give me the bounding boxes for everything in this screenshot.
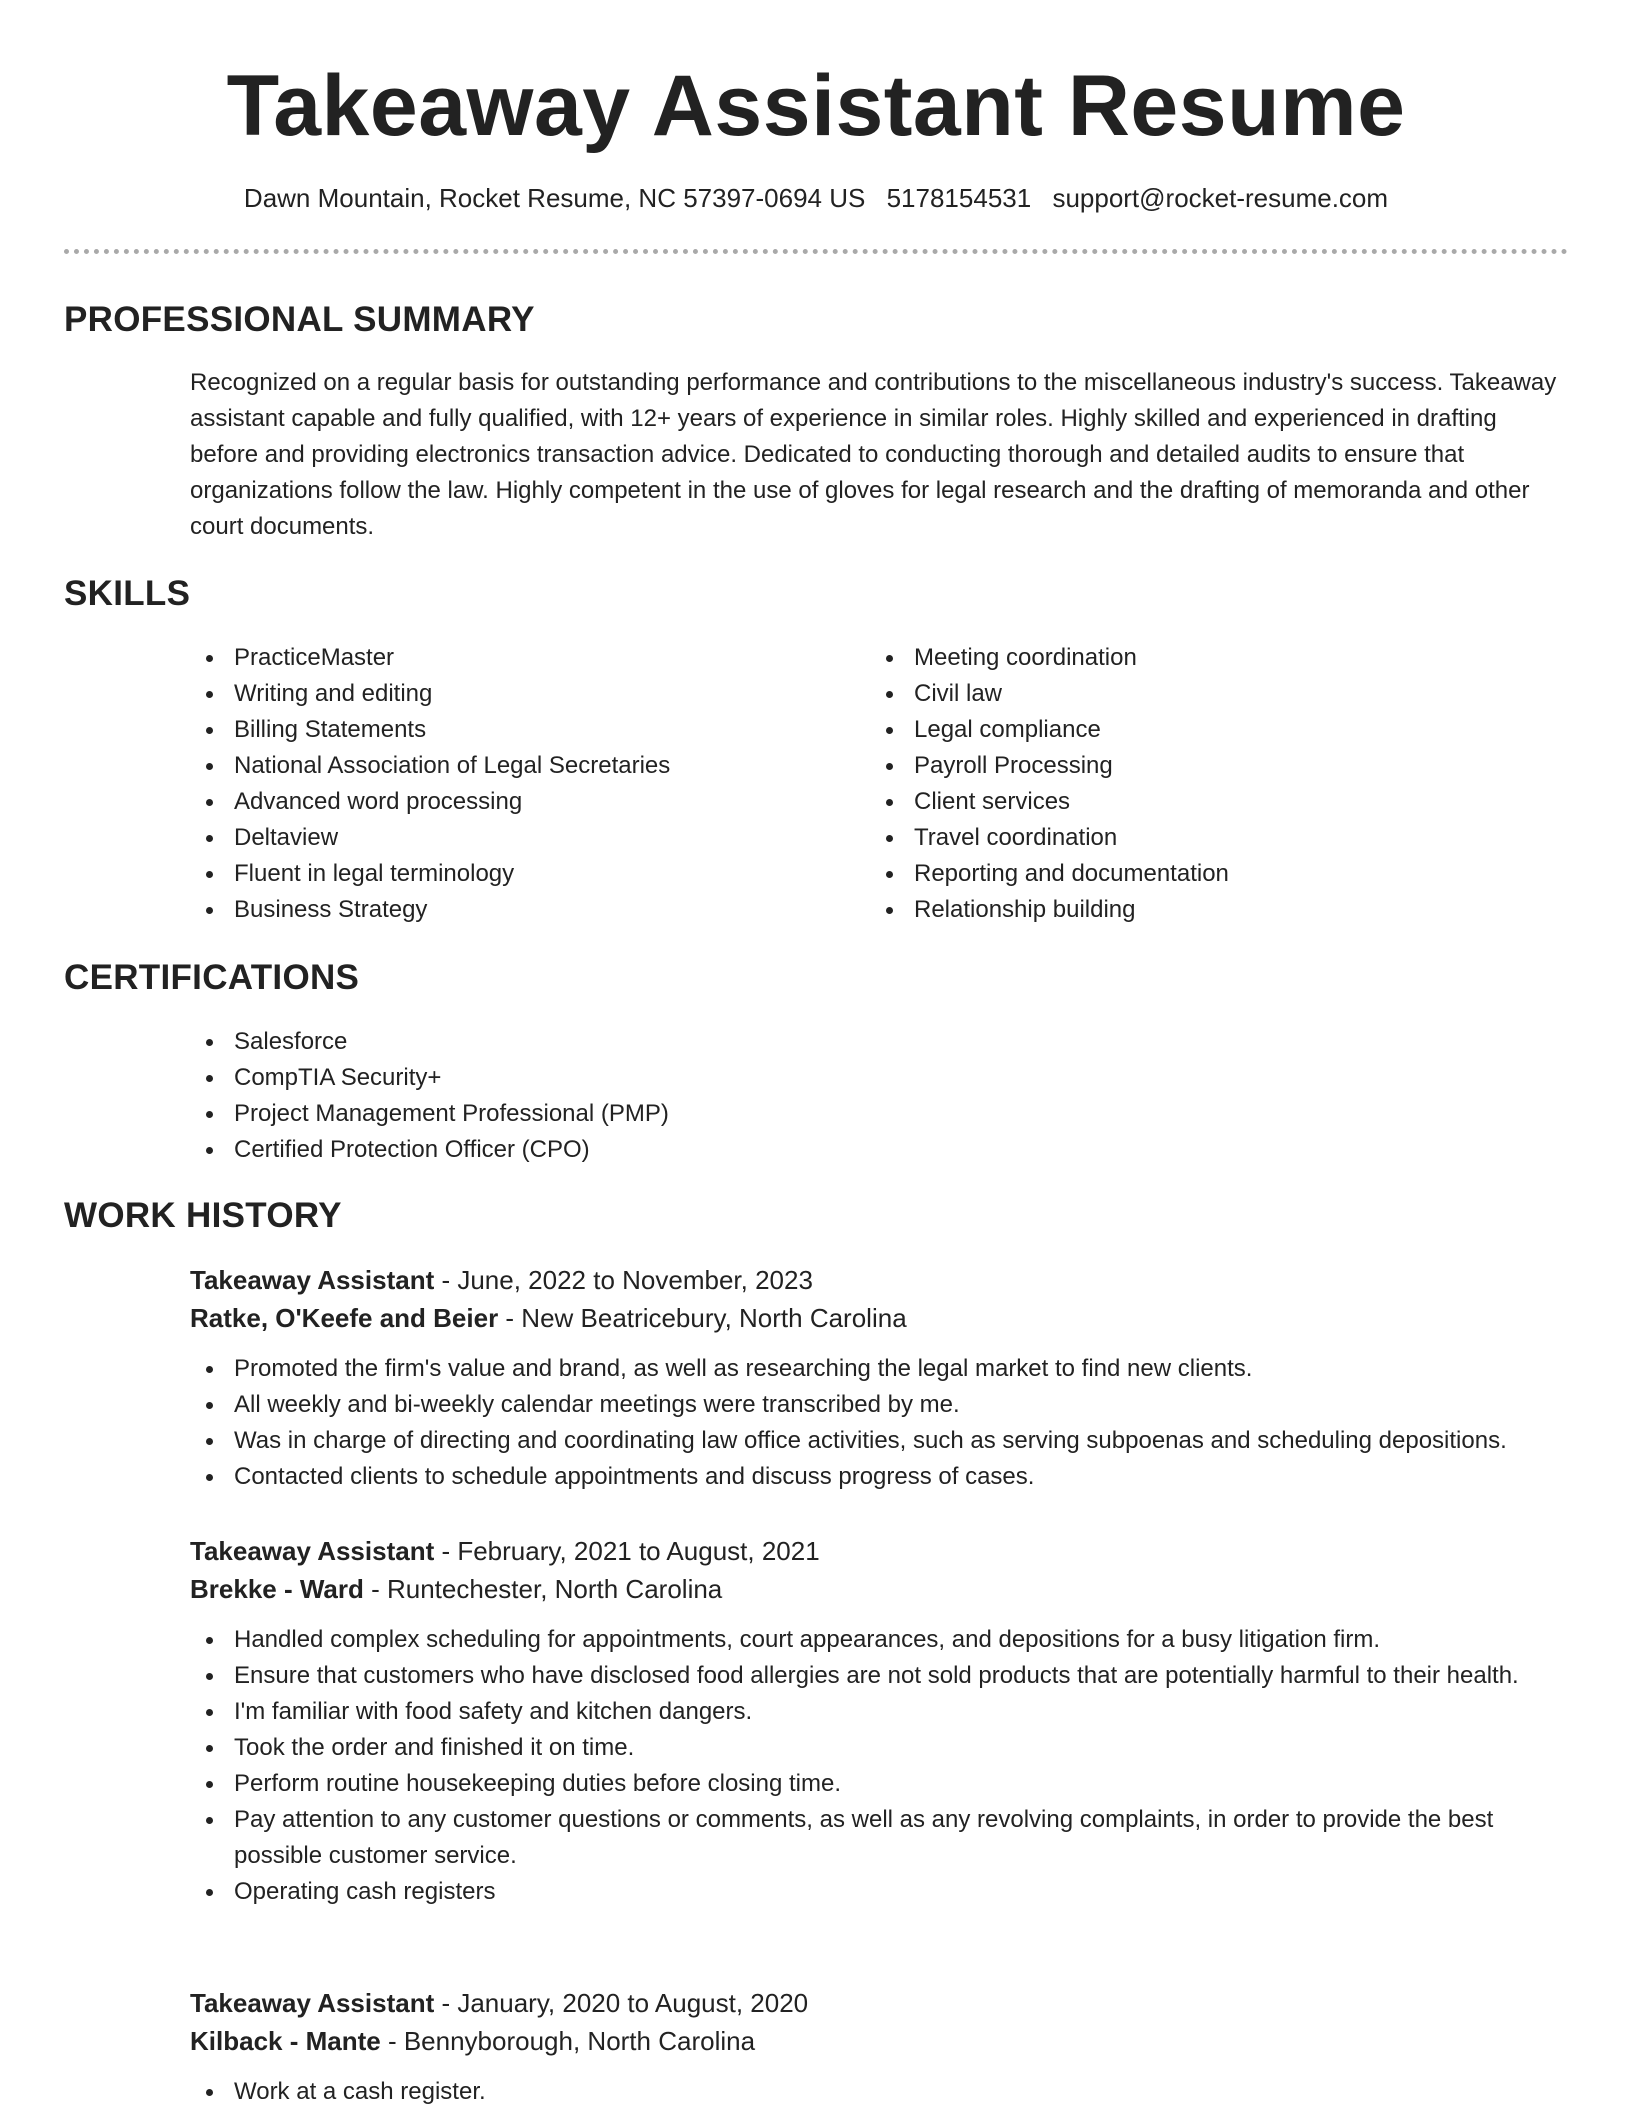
job-bullets: [190, 1622, 1580, 1910]
certification-item: Project Management Professional (PMP): [190, 1096, 1090, 1132]
contact-phone: 5178154531: [886, 183, 1032, 213]
skills-list-left: [190, 640, 830, 928]
job-entry: [190, 1261, 1580, 1495]
job-company-line: [190, 2022, 1580, 2060]
job-title-line: [190, 1261, 1580, 1299]
job-dates: - January, 2020 to August, 2020: [434, 1988, 809, 2018]
contact-line: [64, 180, 1568, 216]
skill-item: Deltaview: [190, 820, 830, 856]
skill-item: Advanced word processing: [190, 784, 830, 820]
job-bullets: [190, 1351, 1580, 1495]
job-company: Ratke, O'Keefe and Beier: [190, 1303, 499, 1333]
job-bullet: Took the order and finished it on time.: [190, 1730, 1580, 1766]
job-bullet: Promoted the firm's value and brand, as well as researching the legal market to find new clients.: [190, 1351, 1580, 1387]
job-company-line: [190, 1299, 1580, 1337]
job-bullet: I'm familiar with food safety and kitchen dangers.: [190, 1694, 1580, 1730]
job-company: Brekke - Ward: [190, 1574, 364, 1604]
job-dates: - June, 2022 to November, 2023: [434, 1265, 813, 1295]
certification-item: Certified Protection Officer (CPO): [190, 1132, 1090, 1168]
skill-item: Billing Statements: [190, 712, 830, 748]
job-entry: [190, 1532, 1580, 1910]
skills-heading: SKILLS: [64, 574, 191, 613]
skill-item: Reporting and documentation: [870, 856, 1510, 892]
skill-item: National Association of Legal Secretaries: [190, 748, 830, 784]
contact-address: Dawn Mountain, Rocket Resume, NC 57397-0694 US: [243, 183, 866, 213]
skill-item: Business Strategy: [190, 892, 830, 928]
job-location: - Bennyborough, North Carolina: [380, 2026, 756, 2056]
job-company-line: [190, 1570, 1580, 1608]
skills-list-right: [870, 640, 1510, 928]
job-title: Takeaway Assistant: [190, 1265, 435, 1295]
resume-title: Takeaway Assistant Resume: [226, 58, 1406, 154]
job-entry: [190, 1984, 1580, 2110]
skill-item: PracticeMaster: [190, 640, 830, 676]
job-bullet: Work at a cash register.: [190, 2074, 1580, 2110]
job-dates: - February, 2021 to August, 2021: [434, 1536, 820, 1566]
job-bullet: Perform routine housekeeping duties before closing time.: [190, 1766, 1580, 1802]
job-company: Kilback - Mante: [190, 2026, 381, 2056]
job-title: Takeaway Assistant: [190, 1536, 435, 1566]
job-bullet: Ensure that customers who have disclosed food allergies are not sold products that are potentially harmful to their health.: [190, 1658, 1580, 1694]
job-bullet: Pay attention to any customer questions or comments, as well as any revolving complaints, in order to provide the best possible customer service.: [190, 1802, 1580, 1874]
skill-item: Payroll Processing: [870, 748, 1510, 784]
job-title: Takeaway Assistant: [190, 1988, 435, 2018]
certification-item: Salesforce: [190, 1024, 1090, 1060]
job-bullet: All weekly and bi-weekly calendar meetings were transcribed by me.: [190, 1387, 1580, 1423]
header-divider: [64, 249, 1568, 254]
summary-heading: PROFESSIONAL SUMMARY: [64, 300, 535, 339]
job-title-line: [190, 1532, 1580, 1570]
skill-item: Client services: [870, 784, 1510, 820]
job-title-line: [190, 1984, 1580, 2022]
job-bullets: [190, 2074, 1580, 2110]
certifications-heading: CERTIFICATIONS: [64, 958, 360, 997]
skill-item: Travel coordination: [870, 820, 1510, 856]
skill-item: Legal compliance: [870, 712, 1510, 748]
skill-item: Writing and editing: [190, 676, 830, 712]
job-bullet: Handled complex scheduling for appointments, court appearances, and depositions for a busy litigation firm.: [190, 1622, 1580, 1658]
contact-email: support@rocket-resume.com: [1052, 183, 1389, 213]
job-bullet: Was in charge of directing and coordinating law office activities, such as serving subpoenas and scheduling depositions.: [190, 1423, 1580, 1459]
skill-item: Fluent in legal terminology: [190, 856, 830, 892]
job-bullet: Contacted clients to schedule appointments and discuss progress of cases.: [190, 1459, 1580, 1495]
skill-item: Meeting coordination: [870, 640, 1510, 676]
certifications-list: [190, 1024, 1090, 1168]
summary-text: Recognized on a regular basis for outstanding performance and contributions to the miscellaneous industry's success. Takeaway assistant capable and fully qualified, with 12+ years of experience in similar roles. Highly skilled and experienced in drafting before and providing electronics transaction advice. Dedicated to conducting thorough and detailed audits to ensure that organizations follow the law. Highly competent in the use of gloves for legal research and the drafting of memoranda and other court documents.: [190, 369, 1557, 540]
work-history-heading: WORK HISTORY: [64, 1196, 342, 1235]
job-location: - Runtechester, North Carolina: [363, 1574, 723, 1604]
certification-item: CompTIA Security+: [190, 1060, 1090, 1096]
skill-item: Civil law: [870, 676, 1510, 712]
skill-item: Relationship building: [870, 892, 1510, 928]
job-bullet: Operating cash registers: [190, 1874, 1580, 1910]
job-location: - New Beatricebury, North Carolina: [498, 1303, 907, 1333]
